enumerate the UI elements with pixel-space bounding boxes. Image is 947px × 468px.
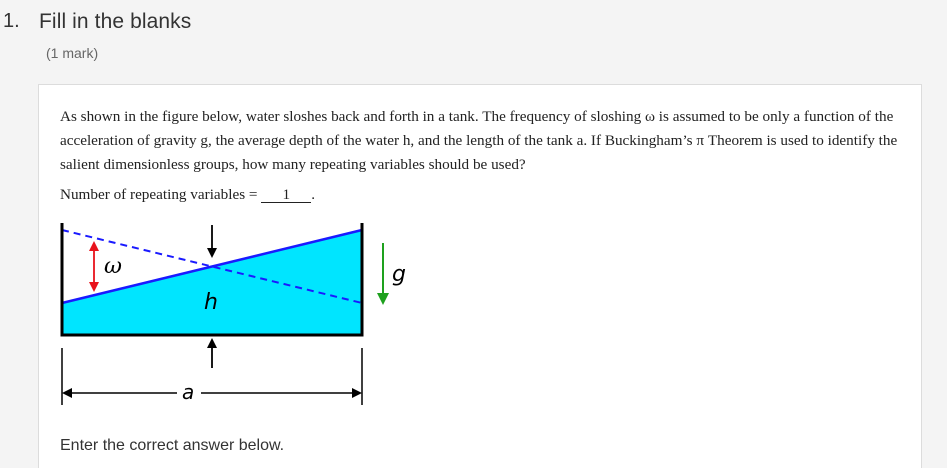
h-top-arrow: [207, 225, 217, 258]
answer-instruction: Enter the correct answer below.: [60, 437, 285, 454]
question-card: [38, 84, 922, 468]
question-marks: (1 mark): [46, 45, 99, 61]
blank-label: Number of repeating variables =: [60, 186, 262, 203]
sloshing-tank-figure: [39, 85, 923, 425]
blank-suffix: .: [311, 186, 316, 203]
question-number: 1.: [3, 10, 20, 32]
question-title: Fill in the blanks: [39, 10, 192, 33]
question-prompt: As shown in the figure below, water sloshes back and forth in a tank. The frequency of sloshing ω is assumed to be only a function of the acceleration of gravity g, the average depth of the water h, and the length of the tank a. If Buckingham’s π Theorem is used to identify the salient dimensionless groups, how many repeating variables should be used?: [60, 108, 898, 173]
omega-label: ω: [104, 254, 122, 279]
blank-answer-field[interactable]: 1: [261, 187, 311, 203]
omega-arrow: [89, 241, 99, 292]
h-bottom-arrow: [207, 338, 217, 368]
gravity-arrow: [377, 243, 389, 305]
g-label: g: [392, 262, 406, 287]
a-label: a: [182, 380, 195, 404]
h-label: h: [204, 290, 218, 315]
